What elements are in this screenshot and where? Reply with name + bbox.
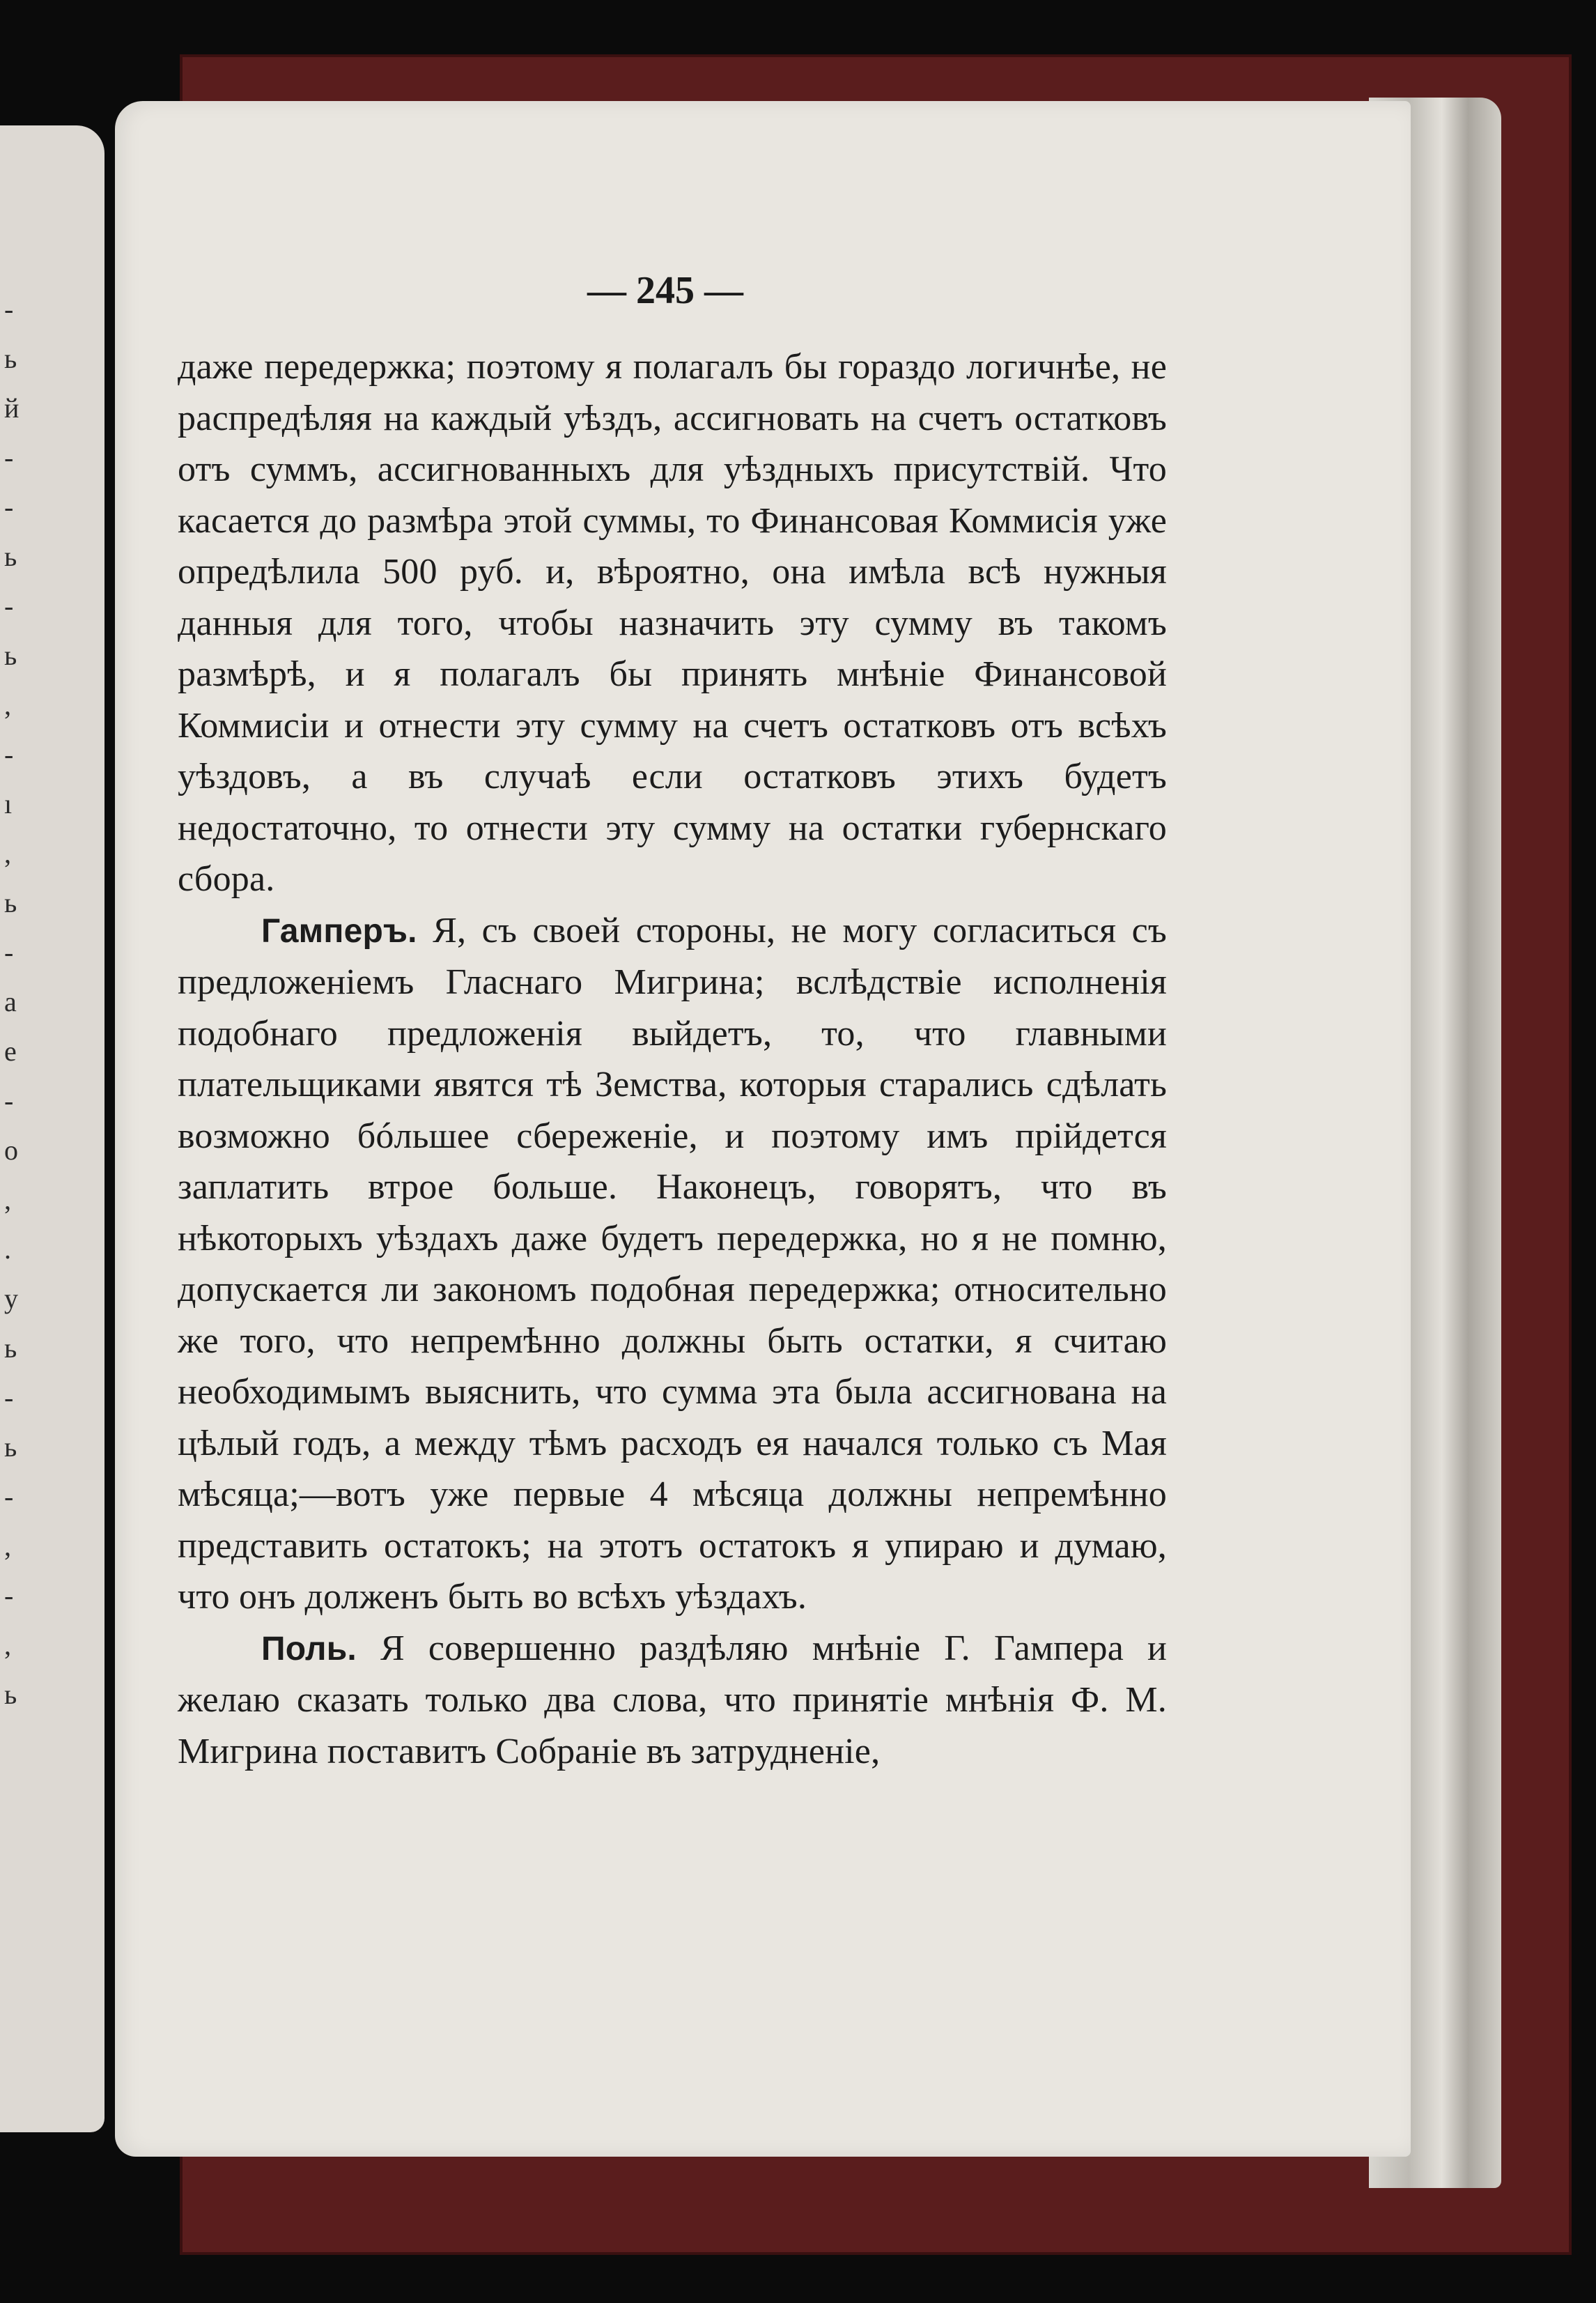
line-end-fragment: ı bbox=[4, 788, 13, 819]
line-end-fragment: ь bbox=[4, 1431, 17, 1463]
book-page bbox=[115, 101, 1411, 2157]
paragraph-text: даже передержка; поэтому я полагалъ бы гораздо логичнѣе, не распредѣляя на каждый уѣздъ, ассигновать на счетъ остатковъ отъ суммъ, ассигнованныхъ для уѣздныхъ присутствій. Что касается до размѣра этой суммы, то Финансовая Коммисія уже опредѣлила 500 руб. и, вѣроятно, она имѣла всѣ нужныя данныя для того, чтобы назначить эту сумму въ такомъ размѣрѣ, и я полагалъ бы принять мнѣніе Финансовой Коммисіи и отнести эту сумму на счетъ остатковъ отъ всѣхъ уѣздовъ, а въ случаѣ если остатковъ этихъ будетъ недостаточно, то отнести эту сумму на остатки губернскаго сбора. bbox=[178, 347, 1167, 899]
paragraph bbox=[178, 1623, 1167, 1778]
previous-page-edge bbox=[0, 125, 104, 2132]
line-end-fragment: - bbox=[4, 491, 14, 523]
line-end-fragment: ь bbox=[4, 1679, 17, 1710]
line-end-fragment: - bbox=[4, 937, 14, 968]
line-end-fragment: ь bbox=[4, 1332, 17, 1364]
line-end-fragment: - bbox=[4, 442, 14, 473]
line-end-fragment: , bbox=[4, 1629, 11, 1661]
line-end-fragment: - bbox=[4, 1481, 14, 1512]
line-end-fragment: o bbox=[4, 1134, 18, 1166]
line-end-fragment: - bbox=[4, 1382, 14, 1413]
line-end-fragment: , bbox=[4, 838, 11, 869]
line-end-fragment: y bbox=[4, 1283, 18, 1314]
paragraph-text: Я совершенно раздѣляю мнѣніе Г. Гампера и желаю сказать только два слова, что принятіе мнѣнія Ф. М. Мигрина поставитъ Собраніе въ затрудненіе, bbox=[178, 1628, 1167, 1771]
line-end-fragment: - bbox=[4, 1580, 14, 1611]
line-end-fragment: ь bbox=[4, 887, 17, 918]
line-end-fragment: - bbox=[4, 590, 14, 622]
line-end-fragment: ь bbox=[4, 343, 17, 374]
line-end-fragment: й bbox=[4, 392, 20, 424]
speaker-name: Поль. bbox=[261, 1630, 357, 1667]
line-end-fragment: - bbox=[4, 293, 14, 325]
line-end-fragment: , bbox=[4, 1184, 11, 1215]
line-end-fragment: - bbox=[4, 1085, 14, 1116]
line-end-fragment: ь bbox=[4, 541, 17, 572]
line-end-fragment: , bbox=[4, 689, 11, 721]
paragraph bbox=[178, 341, 1167, 905]
paragraph-text: Я, съ своей стороны, не могу согласиться съ предложеніемъ Гласнаго Мигрина; вслѣдствіе исполненія подобнаго предложенія выйдетъ, то, что главными плательщиками явятся тѣ Земства, которыя старались сдѣлать возможно бóльшее сбереженіе, и поэтому имъ прійдется заплатить втрое больше. Наконецъ, говорятъ, что въ нѣкоторыхъ уѣздахъ даже будетъ передержка, но я не помню, допускается ли закономъ подобная передержка; относительно же того, что непремѣнно должны быть остатки, я считаю необходимымъ выяснить, что сумма эта была ассигнована на цѣлый годъ, а между тѣмъ расходъ ея начался только съ Мая мѣсяца;—вотъ уже первые 4 мѣсяца должны непремѣнно представить остатокъ; на этотъ остатокъ я упираю и думаю, что онъ долженъ быть во всѣхъ уѣздахъ. bbox=[178, 910, 1167, 1617]
page-text bbox=[178, 341, 1167, 1777]
line-end-fragment: ь bbox=[4, 640, 17, 671]
line-end-fragment: a bbox=[4, 986, 17, 1017]
page-number: — 245 — bbox=[587, 269, 743, 312]
previous-page-line-endings bbox=[0, 125, 28, 2132]
speaker-name: Гамперъ. bbox=[261, 912, 417, 950]
line-end-fragment: , bbox=[4, 1530, 11, 1562]
line-end-fragment: e bbox=[4, 1035, 17, 1067]
line-end-fragment: - bbox=[4, 739, 14, 770]
paragraph bbox=[178, 905, 1167, 1623]
line-end-fragment: . bbox=[4, 1233, 11, 1265]
